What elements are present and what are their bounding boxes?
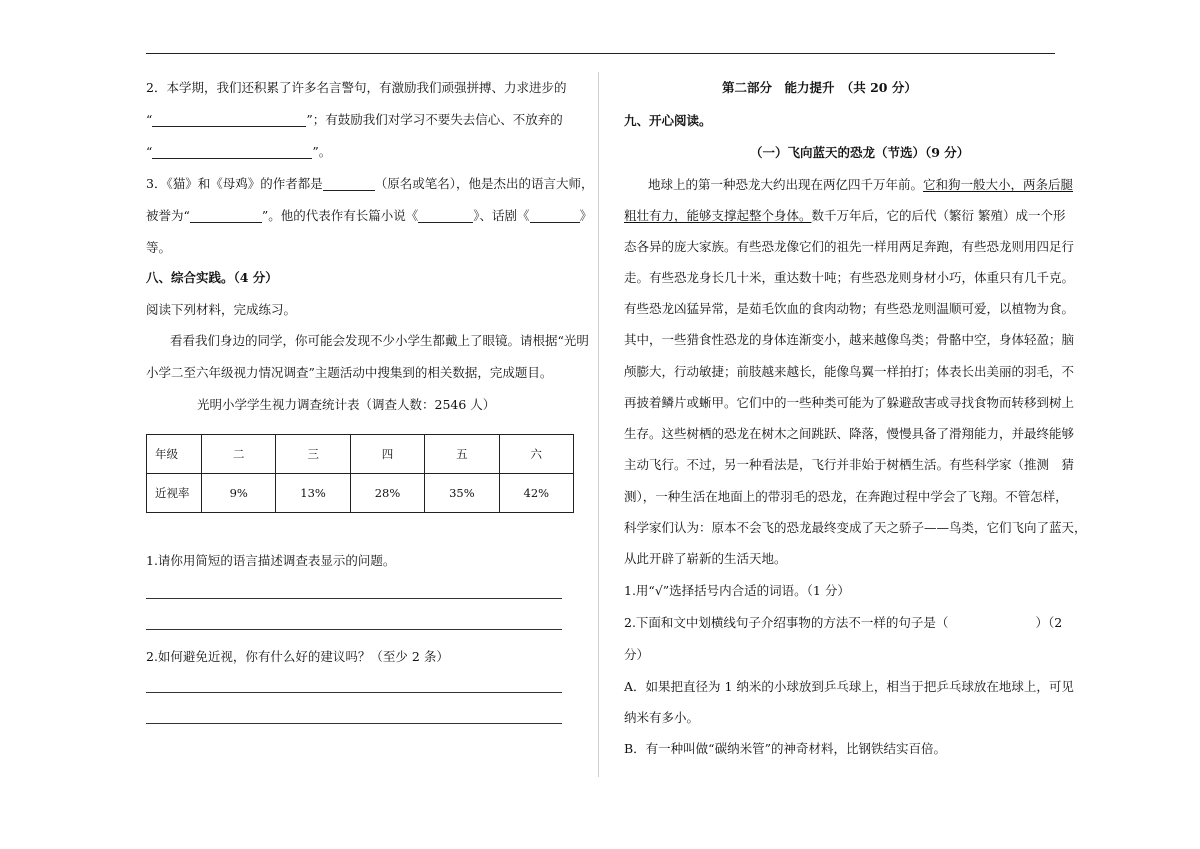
passage-text: 地球上的第一种恐龙大约出现在两亿四千万年前。 — [648, 177, 924, 192]
q3-line2-c: 》、话剧《 — [473, 208, 530, 223]
q2-text: 2．本学期，我们还积累了许多名言警句，有激励我们顽强拼搏、力求进步的 — [146, 80, 567, 95]
answer-line[interactable] — [146, 723, 562, 724]
reading-q2-text: 2.下面和文中划横线句子介绍事物的方法不一样的句子是（ — [624, 615, 949, 630]
passage-line: 颅膨大，行动敏捷；前肢越来越长，能像鸟翼一样拍打；体表长出美丽的羽毛，不 — [624, 364, 1075, 379]
passage-line: 主动飞行。不过，另一种看法是，飞行并非始于树栖生活。有些科学家（推测 猜 — [624, 457, 1075, 472]
table-cell-grade: 三 — [276, 435, 350, 474]
section9-title: 九、开心阅读。 — [624, 113, 712, 128]
table-cell-rate: 35% — [425, 474, 499, 513]
table-cell-rate: 9% — [202, 474, 276, 513]
q3-line1 — [146, 176, 593, 192]
passage-text: 数千万年后，它的后代（繁衍 繁殖）成一个形 — [811, 208, 1066, 223]
answer-line[interactable] — [146, 692, 562, 693]
passage-line: 生存。这些树栖的恐龙在树木之间跳跃、降落，慢慢具备了滑翔能力，并最终能够 — [624, 426, 1075, 441]
passage-line: 其中，一些猎食性恐龙的身体连渐变小，越来越像鸟类；骨骼中空，身体轻盈；脑 — [624, 332, 1075, 347]
passage-line — [624, 208, 1066, 224]
q8-2-text: 2.如何避免近视，你有什么好的建议吗？（至少 2 条） — [146, 649, 449, 664]
q3-part1: 3．《猫》和《母鸡》的作者都是 — [146, 176, 323, 191]
q3-novel-blank[interactable] — [418, 210, 473, 224]
passage-line: 测），一种生活在地面上的带羽毛的恐龙，在奔跑过程中学会了飞翔。不管怎样， — [624, 489, 1068, 504]
q3-title-blank[interactable] — [190, 210, 262, 224]
q3-part2: （原名或笔名），他是杰出的语言大师， — [374, 176, 594, 191]
section8-paragraph-line1: 看看我们身边的同学，你可能会发现不少小学生都戴上了眼镜。请根据“光明 — [170, 333, 589, 348]
q3-line3: 等。 — [146, 240, 172, 255]
table-header-myopia-rate: 近视率 — [147, 474, 202, 513]
section8-instruction: 阅读下列材料，完成练习。 — [146, 302, 297, 317]
table-row — [147, 474, 574, 513]
q2-answer-blank-1[interactable] — [152, 114, 306, 128]
table-cell-grade: 五 — [425, 435, 499, 474]
q2-mid-text: ”；有鼓励我们对学习不要失去信心、不放弃的 — [306, 112, 563, 127]
section8-title: 八、综合实践。（4 分） — [146, 270, 278, 285]
table-cell-grade: 六 — [499, 435, 573, 474]
q2-end-text: ”。 — [312, 144, 332, 159]
table-header-grade: 年级 — [147, 435, 202, 474]
section8-paragraph-line2: 小学二至六年级视力情况调查”主题活动中搜集到的相关数据，完成题目。 — [146, 365, 553, 380]
passage-line — [648, 177, 1073, 193]
q3-author-blank[interactable] — [323, 178, 375, 192]
vision-survey-table — [146, 434, 574, 513]
option-b: B．有一种叫做“碳纳米管”的神奇材料，比钢铁结实百倍。 — [624, 741, 946, 756]
underlined-sentence: 粗壮有力，能够支撑起整个身体。 — [624, 208, 812, 223]
q2-open-quote-2: “ — [146, 144, 153, 159]
option-a-line2: 纳米有多小。 — [624, 710, 700, 725]
table-caption: 光明小学学生视力调查统计表（调查人数：2546 人） — [197, 397, 496, 412]
reading-q2-score: ）（2 — [1035, 615, 1063, 630]
q2-line3 — [146, 144, 331, 160]
q3-drama-blank[interactable] — [530, 210, 580, 224]
q2-answer-blank-2[interactable] — [152, 146, 312, 160]
passage-title: （一）飞向蓝天的恐龙（节选）（9 分） — [750, 145, 970, 160]
passage-line: 有些恐龙凶猛异常，是茹毛饮血的食肉动物；有些恐龙则温顺可爱，以植物为食。 — [624, 301, 1075, 316]
table-cell-grade: 二 — [202, 435, 276, 474]
table-cell-rate: 13% — [276, 474, 350, 513]
table-row — [147, 435, 574, 474]
q8-1-text: 1.请你用简短的语言描述调查表显示的问题。 — [146, 553, 396, 568]
reading-q2-score-cont: 分） — [624, 647, 650, 662]
column-divider — [598, 72, 599, 777]
reading-q2 — [624, 615, 1062, 631]
reading-q1: 1.用“√”选择括号内合适的词语。（1 分） — [624, 583, 850, 598]
answer-line[interactable] — [146, 629, 562, 630]
q2-open-quote-1: “ — [146, 112, 153, 127]
part2-title: 第二部分 能力提升 （共 20 分） — [722, 80, 917, 95]
passage-line: 再披着鳞片或蜥甲。它们中的一些种类可能为了躲避敌害或寻找食物而转移到树上 — [624, 395, 1075, 410]
q3-line2-b: ”。他的代表作有长篇小说《 — [261, 208, 419, 223]
passage-line: 态各异的庞大家族。有些恐龙像它们的祖先一样用两足奔跑，有些恐龙则用四足行 — [624, 239, 1075, 254]
passage-line: 走。有些恐龙身长几十米，重达数十吨；有些恐龙则身材小巧，体重只有几千克。 — [624, 270, 1075, 285]
header-rule — [146, 53, 1055, 54]
table-cell-grade: 四 — [350, 435, 424, 474]
q2-line2 — [146, 112, 563, 128]
q3-line2 — [146, 208, 592, 224]
passage-line: 从此开辟了崭新的生活天地。 — [624, 551, 787, 566]
q3-line2-d: 》 — [579, 208, 593, 223]
underlined-sentence: 它和狗一般大小，两条后腿 — [923, 177, 1074, 192]
passage-line: 科学家们认为：原本不会飞的恐龙最终变成了天之骄子——鸟类，它们飞向了蓝天， — [624, 520, 1087, 535]
table-cell-rate: 42% — [499, 474, 573, 513]
q3-line2-a: 被誉为“ — [146, 208, 190, 223]
table-cell-rate: 28% — [350, 474, 424, 513]
answer-line[interactable] — [146, 598, 562, 599]
option-a-line1: A．如果把直径为 1 纳米的小球放到乒乓球上，相当于把乒乓球放在地球上，可见 — [624, 679, 1074, 694]
